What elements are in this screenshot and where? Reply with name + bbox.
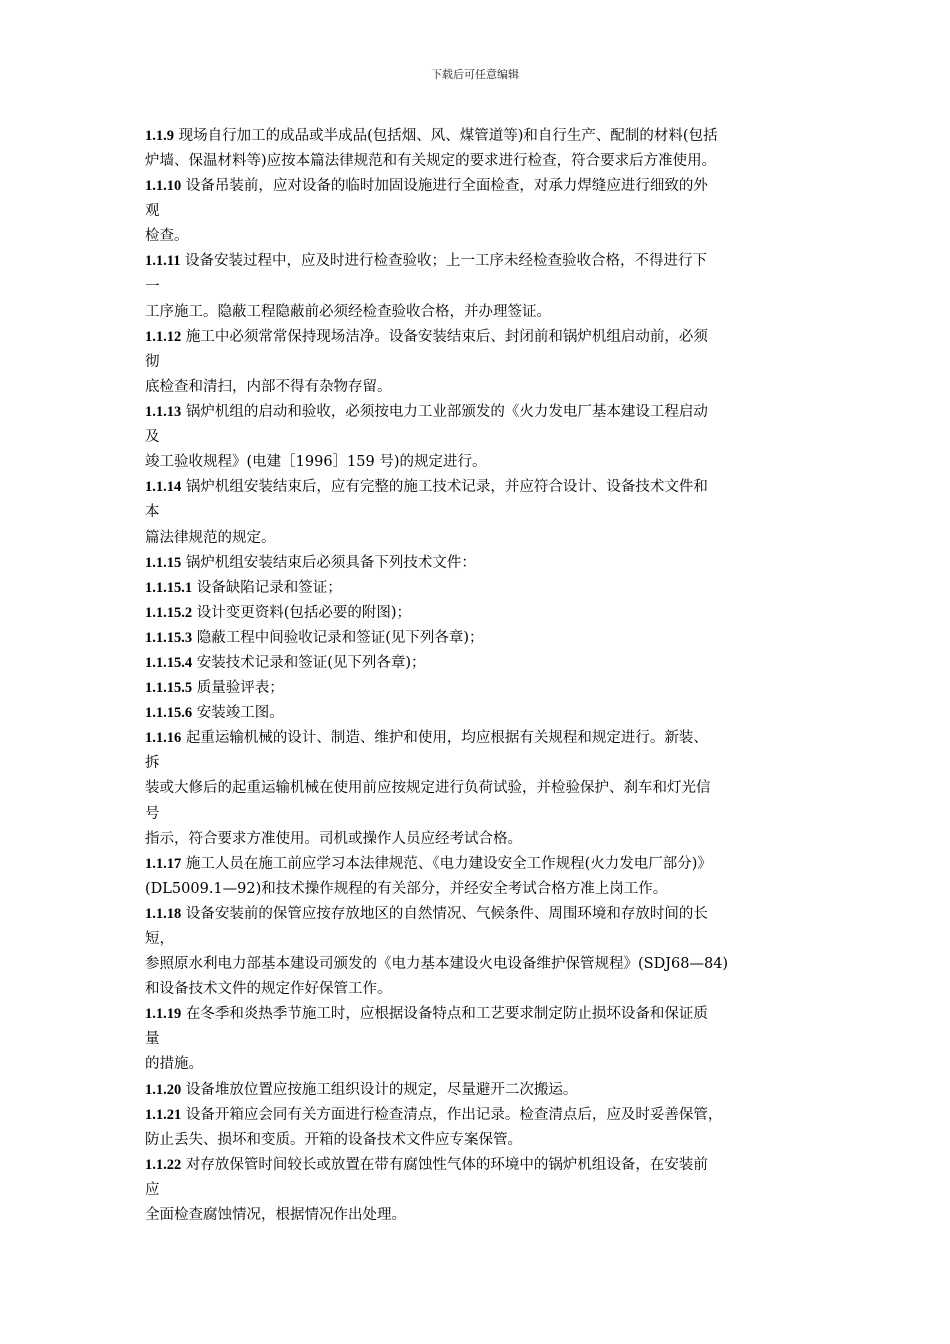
text-line [145, 802, 810, 827]
text-line [145, 1203, 810, 1228]
clause-text: 和设备技术文件的规定作好保管工作。 [145, 981, 392, 998]
clause-text: 炉墙、保温材料等)应按本篇法律规范和有关规定的要求进行检查，符合要求后方准使用。 [145, 153, 717, 170]
clause-text: 工序施工。隐蔽工程隐蔽前必须经检查验收合格，并办理签证。 [145, 303, 551, 320]
clause-text: 设备安装过程中，应及时进行检查验收；上一工序未经检查验收合格，不得进行下 [180, 253, 708, 270]
text-line [145, 325, 810, 350]
text-line [145, 1128, 810, 1153]
text-line [145, 149, 810, 174]
text-line [145, 124, 810, 149]
clause-text: 施工人员在施工前应学习本法律规范、《电力建设安全工作规程(火力发电厂部分)》 [181, 855, 712, 872]
clause-text: 号 [145, 805, 160, 822]
clause-number: 1.1.15.2 [145, 604, 193, 621]
clause-number: 1.1.18 [145, 905, 182, 922]
text-line [145, 425, 810, 450]
clause-number: 1.1.9 [145, 128, 174, 144]
clause-text: 本 [145, 504, 160, 521]
clause-number: 1.1.11 [145, 253, 181, 270]
clause-text: 观 [145, 203, 160, 220]
clause-text: 设备安装前的保管应按存放地区的自然情况、气候条件、周围环境和存放时间的长 [181, 905, 708, 922]
text-line [145, 1002, 810, 1027]
clause-text: 拆 [145, 755, 160, 772]
text-line [145, 751, 810, 776]
clause-text: 底检查和清扫，内部不得有杂物存留。 [145, 378, 392, 395]
clause-number: 1.1.15.5 [145, 680, 193, 697]
clause-text: 量 [145, 1031, 160, 1048]
clause-text: 锅炉机组安装结束后，应有完整的施工技术记录，并应符合设计、设备技术文件和 [181, 479, 708, 496]
text-line [145, 927, 810, 952]
clause-text: 设计变更资料(包括必要的附图)； [192, 604, 412, 621]
text-line [145, 1027, 810, 1052]
text-line [145, 1153, 810, 1178]
clause-text: 质量验评表； [192, 680, 284, 697]
clause-text: 安装竣工图。 [192, 705, 284, 722]
clause-number: 1.1.15.4 [145, 654, 193, 671]
text-line [145, 300, 810, 325]
text-line [145, 249, 810, 274]
clause-text: 施工中必须常常保持现场洁净。设备安装结束后、封闭前和锅炉机组启动前，必须 [181, 328, 708, 345]
clause-number: 1.1.21 [145, 1106, 182, 1123]
clause-text: 设备缺陷记录和签证； [192, 579, 342, 596]
text-line [145, 224, 810, 249]
clause-text: 彻 [145, 353, 160, 370]
clause-number: 1.1.17 [145, 855, 182, 872]
text-line [145, 1052, 810, 1077]
clause-number: 1.1.20 [145, 1081, 182, 1098]
clause-text: 防止丢失、损坏和变质。开箱的设备技术文件应专案保管。 [145, 1131, 522, 1148]
clause-text: 装或大修后的起重运输机械在使用前应按规定进行负荷试验，并检验保护、刹车和灯光信 [145, 780, 711, 797]
text-line [145, 500, 810, 525]
clause-number: 1.1.15.3 [145, 629, 193, 646]
text-line [145, 551, 810, 576]
text-line [145, 776, 810, 801]
clause-text: 的措施。 [145, 1056, 203, 1073]
text-line [145, 977, 810, 1002]
clause-text: 及 [145, 429, 160, 446]
clause-number: 1.1.22 [145, 1156, 182, 1173]
document-body [145, 124, 810, 1228]
text-line [145, 852, 810, 877]
text-line [145, 877, 810, 902]
clause-text: 参照原水利电力部基本建设司颁发的《电力基本建设火电设备维护保管规程》(SDJ68—84) [145, 956, 729, 973]
clause-number: 1.1.10 [145, 178, 182, 195]
clause-text: 应 [145, 1181, 160, 1198]
text-line [145, 651, 810, 676]
text-line [145, 676, 810, 701]
clause-number: 1.1.15.6 [145, 705, 193, 722]
clause-text: 隐蔽工程中间验收记录和签证(见下列各章)； [192, 629, 484, 646]
text-line [145, 400, 810, 425]
clause-text: (DL5009.1—92)和技术操作规程的有关部分，并经安全考试合格方准上岗工作。 [145, 880, 668, 897]
text-line [145, 450, 810, 475]
clause-number: 1.1.15.1 [145, 579, 193, 596]
clause-text: 全面检查腐蚀情况，根据情况作出处理。 [145, 1207, 406, 1224]
text-line [145, 952, 810, 977]
text-line [145, 701, 810, 726]
text-line [145, 526, 810, 551]
clause-number: 1.1.14 [145, 479, 182, 496]
clause-text: 设备开箱应会同有关方面进行检查清点，作出记录。检查清点后，应及时妥善保管， [181, 1106, 723, 1123]
text-line [145, 375, 810, 400]
text-line [145, 626, 810, 651]
text-line [145, 726, 810, 751]
clause-number: 1.1.12 [145, 328, 182, 345]
clause-text: 设备堆放位置应按施工组织设计的规定，尽量避开二次搬运。 [181, 1081, 578, 1098]
text-line [145, 275, 810, 300]
clause-text: 指示，符合要求方准使用。司机或操作人员应经考试合格。 [145, 830, 522, 847]
clause-text: 现场自行加工的成品或半成品(包括烟、风、煤管道等)和自行生产、配制的材料(包括 [174, 128, 718, 144]
text-line [145, 199, 810, 224]
clause-text: 在冬季和炎热季节施工时，应根据设备特点和工艺要求制定防止损坏设备和保证质 [181, 1006, 708, 1023]
text-line [145, 1178, 810, 1203]
text-line [145, 350, 810, 375]
clause-text: 设备吊装前，应对设备的临时加固设施进行全面检查，对承力焊缝应进行细致的外 [181, 178, 708, 195]
text-line [145, 902, 810, 927]
clause-number: 1.1.16 [145, 730, 182, 747]
clause-text: 篇法律规范的规定。 [145, 529, 276, 546]
clause-text: 对存放保管时间较长或放置在带有腐蚀性气体的环境中的锅炉机组设备，在安装前 [181, 1156, 708, 1173]
clause-number: 1.1.19 [145, 1006, 182, 1023]
clause-number: 1.1.15 [145, 554, 182, 571]
text-line [145, 827, 810, 852]
text-line [145, 576, 810, 601]
clause-text: 锅炉机组安装结束后必须具备下列技术文件： [181, 554, 476, 571]
text-line [145, 174, 810, 199]
page-header: 下载后可任意编辑 [431, 68, 519, 81]
clause-text: 短， [145, 931, 174, 947]
clause-text: 一 [145, 278, 160, 295]
text-line [145, 601, 810, 626]
text-line [145, 475, 810, 500]
text-line [145, 1078, 810, 1103]
clause-text: 起重运输机械的设计、制造、维护和使用，均应根据有关规程和规定进行。新装、 [181, 730, 708, 747]
clause-number: 1.1.13 [145, 404, 182, 421]
text-line [145, 1103, 810, 1128]
clause-text: 竣工验收规程》(电建［1996］159 号)的规定进行。 [145, 454, 487, 471]
clause-text: 检查。 [145, 228, 189, 245]
clause-text: 锅炉机组的启动和验收，必须按电力工业部颁发的《火力发电厂基本建设工程启动 [181, 404, 708, 421]
clause-text: 安装技术记录和签证(见下列各章)； [192, 654, 426, 671]
